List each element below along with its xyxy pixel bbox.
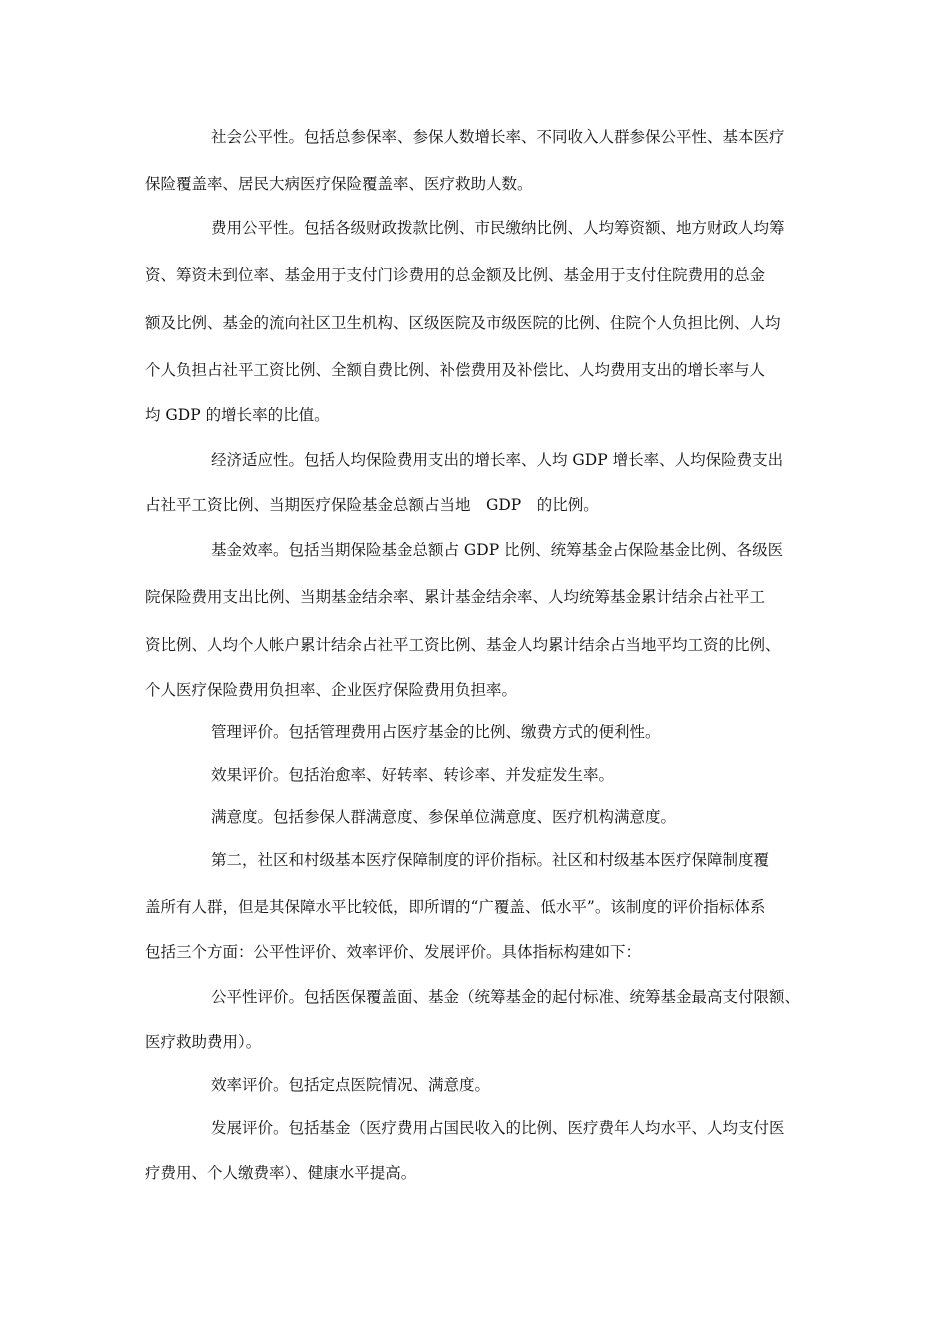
paragraph-line: 资比例、人均个人帐户累计结余占社平工资比例、基金人均累计结余占当地平均工资的比例、 [145,636,781,654]
paragraph-line: 院保险费用支出比例、当期基金结余率、累计基金结余率、人均统筹基金累计结余占社平工 [145,588,766,606]
paragraph-line: 基金效率。包括当期保险基金总额占 GDP 比例、统筹基金占保险基金比例、各级医 [211,541,784,559]
paragraph-line: 社会公平性。包括总参保率、参保人数增长率、不同收入人群参保公平性、基本医疗 [211,128,785,146]
paragraph-line: 个人负担占社平工资比例、全额自费比例、补偿费用及补偿比、人均费用支出的增长率与人 [145,361,766,379]
paragraph-line: 占社平工资比例、当期医疗保险基金总额占当地 GDP 的比例。 [145,496,599,514]
paragraph-line: 医疗救助费用）。 [145,1033,262,1051]
paragraph-line: 额及比例、基金的流向社区卫生机构、区级医院及市级医院的比例、住院个人负担比例、人均 [145,314,781,332]
paragraph-line: 满意度。包括参保人群满意度、参保单位满意度、医疗机构满意度。 [211,808,677,826]
paragraph-line: 疗费用、个人缴费率）、健康水平提高。 [145,1164,417,1182]
paragraph-line: 保险覆盖率、居民大病医疗保险覆盖率、医疗救助人数。 [145,175,533,193]
paragraph-line: 效率评价。包括定点医院情况、满意度。 [211,1076,491,1094]
paragraph-line: 费用公平性。包括各级财政拨款比例、市民缴纳比例、人均筹资额、地方财政人均筹 [211,219,785,237]
paragraph-line: 经济适应性。包括人均保险费用支出的增长率、人均 GDP 增长率、人均保险费支出 [211,451,784,469]
paragraph-line: 公平性评价。包括医保覆盖面、基金（统筹基金的起付标准、统筹基金最高支付限额、 [211,988,801,1006]
paragraph-line: 盖所有人群，但是其保障水平比较低，即所谓的“广覆盖、低水平”。该制度的评价指标体系 [145,898,766,916]
paragraph-line: 效果评价。包括治愈率、好转率、转诊率、并发症发生率。 [211,766,615,784]
paragraph-line: 发展评价。包括基金（医疗费用占国民收入的比例、医疗费年人均水平、人均支付医 [211,1119,785,1137]
paragraph-line: 个人医疗保险费用负担率、企业医疗保险费用负担率。 [145,681,518,699]
paragraph-line: 管理评价。包括管理费用占医疗基金的比例、缴费方式的便利性。 [211,723,661,741]
paragraph-line: 资、筹资未到位率、基金用于支付门诊费用的总金额及比例、基金用于支付住院费用的总金 [145,266,766,284]
paragraph-line: 均 GDP 的增长率的比值。 [145,406,330,424]
paragraph-line: 第二，社区和村级基本医疗保障制度的评价指标。社区和村级基本医疗保障制度覆 [211,851,770,869]
paragraph-line: 包括三个方面：公平性评价、效率评价、发展评价。具体指标构建如下： [145,943,642,961]
